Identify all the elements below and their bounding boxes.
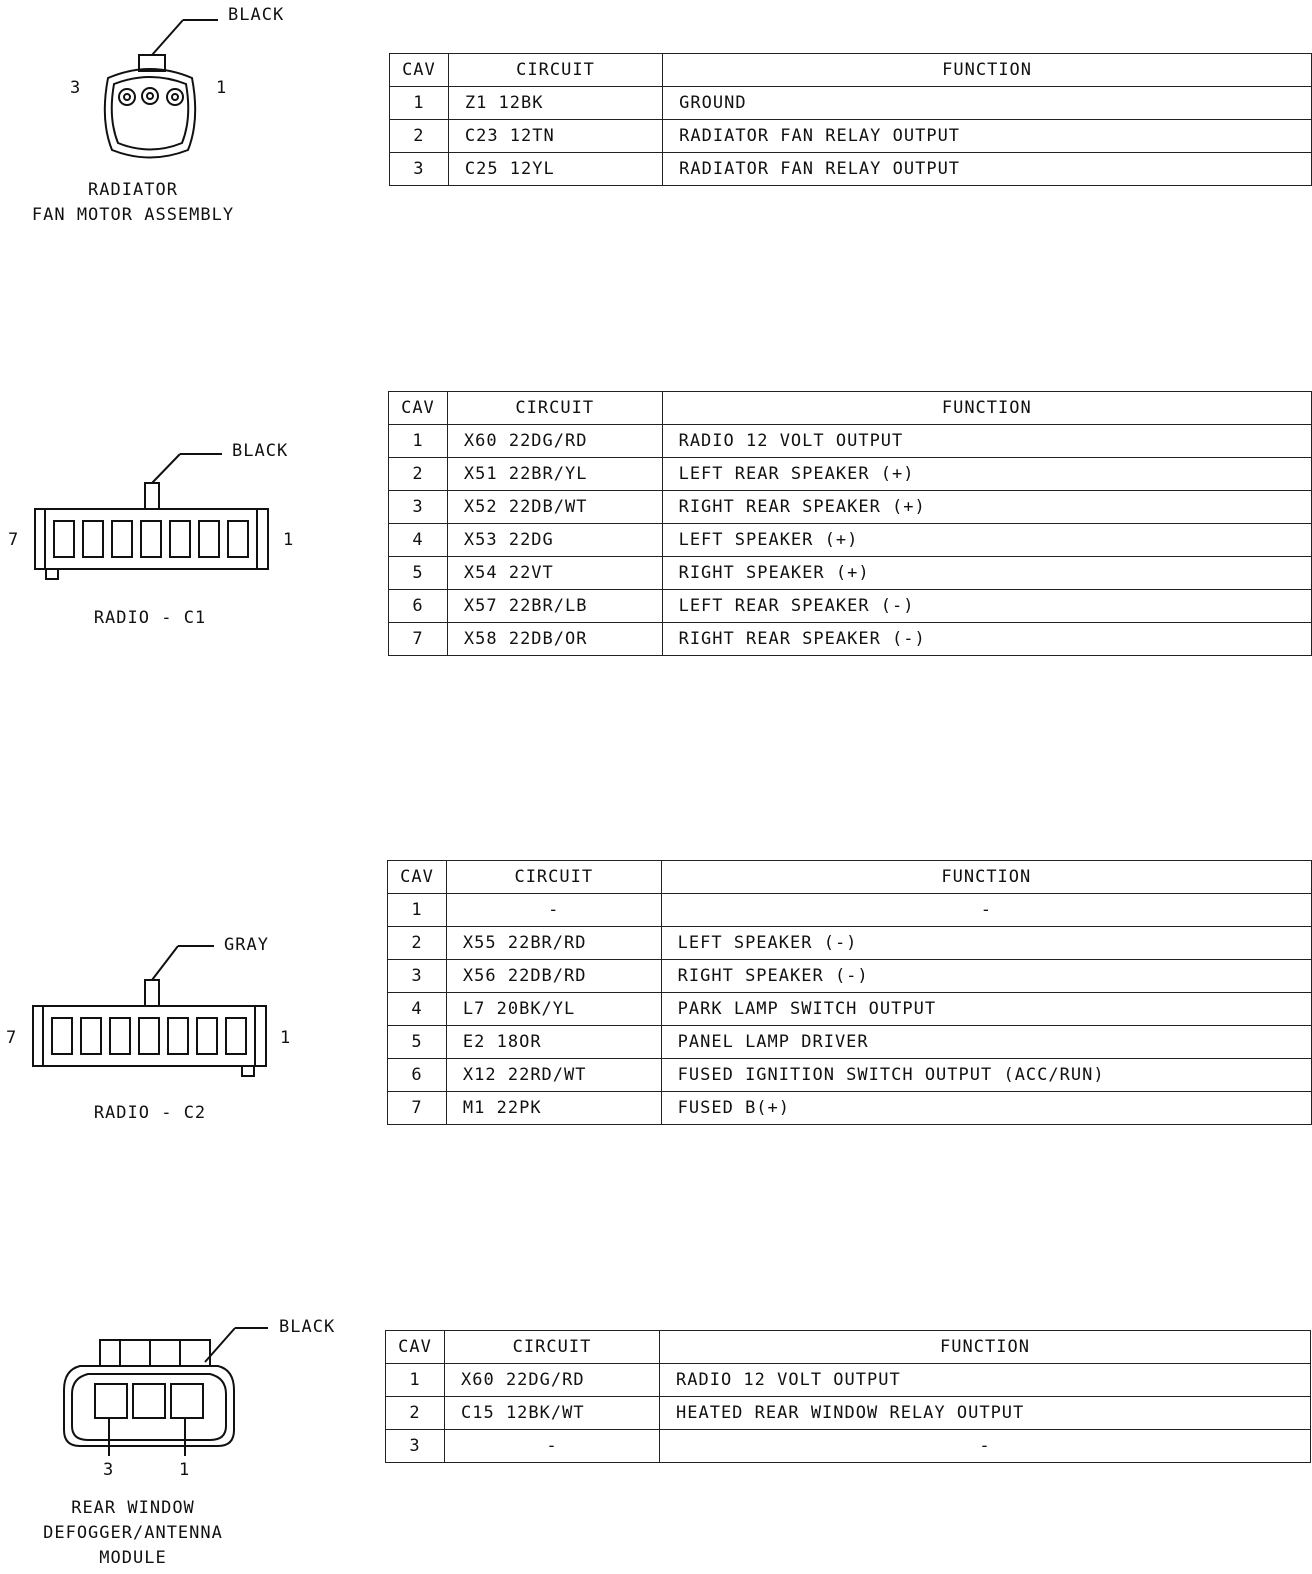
table-header-row bbox=[386, 1331, 1311, 1364]
cell-circuit: X53 22DG bbox=[447, 524, 662, 557]
table-row bbox=[389, 491, 1312, 524]
cell-cav: 2 bbox=[389, 458, 448, 491]
radio-c2-connector-icon bbox=[33, 946, 266, 1076]
cell-function: FUSED B(+) bbox=[661, 1092, 1311, 1125]
cell-function: RIGHT SPEAKER (-) bbox=[661, 960, 1311, 993]
cell-circuit: Z1 12BK bbox=[448, 87, 662, 120]
pin-number-left: 7 bbox=[8, 530, 19, 550]
cell-cav: 3 bbox=[390, 153, 449, 186]
cell-function: LEFT REAR SPEAKER (-) bbox=[662, 590, 1311, 623]
connector-color-label: BLACK bbox=[228, 5, 285, 25]
cell-circuit: C15 12BK/WT bbox=[445, 1397, 660, 1430]
cell-function: PANEL LAMP DRIVER bbox=[661, 1026, 1311, 1059]
cell-function: FUSED IGNITION SWITCH OUTPUT (ACC/RUN) bbox=[661, 1059, 1311, 1092]
table-row bbox=[388, 894, 1312, 927]
pinout-table-radio-c2 bbox=[387, 860, 1312, 1125]
pinout-table-rear-window bbox=[385, 1330, 1311, 1463]
cell-function: RIGHT SPEAKER (+) bbox=[662, 557, 1311, 590]
table-row bbox=[386, 1430, 1311, 1463]
connector-caption: RADIATOR FAN MOTOR ASSEMBLY bbox=[31, 180, 235, 225]
table-row bbox=[390, 120, 1312, 153]
header-cav: CAV bbox=[386, 1331, 445, 1364]
cell-circuit: X54 22VT bbox=[447, 557, 662, 590]
cell-function: RADIATOR FAN RELAY OUTPUT bbox=[663, 120, 1312, 153]
cell-circuit: - bbox=[446, 894, 661, 927]
cell-cav: 5 bbox=[388, 1026, 447, 1059]
table-row bbox=[388, 1026, 1312, 1059]
header-circuit: CIRCUIT bbox=[448, 54, 662, 87]
cell-circuit: X58 22DB/OR bbox=[447, 623, 662, 656]
pin-number-left: 3 bbox=[103, 1460, 114, 1480]
table-row bbox=[388, 993, 1312, 1026]
connector-color-label: BLACK bbox=[232, 441, 289, 461]
radiator-fan-connector-icon bbox=[105, 20, 218, 158]
header-circuit: CIRCUIT bbox=[447, 392, 662, 425]
cell-circuit: M1 22PK bbox=[446, 1092, 661, 1125]
table-row bbox=[386, 1397, 1311, 1430]
cell-function: LEFT REAR SPEAKER (+) bbox=[662, 458, 1311, 491]
cell-cav: 7 bbox=[388, 1092, 447, 1125]
header-circuit: CIRCUIT bbox=[446, 861, 661, 894]
cell-cav: 4 bbox=[388, 993, 447, 1026]
cell-function: LEFT SPEAKER (+) bbox=[662, 524, 1311, 557]
header-function: FUNCTION bbox=[661, 861, 1311, 894]
cell-cav: 3 bbox=[389, 491, 448, 524]
cell-function: LEFT SPEAKER (-) bbox=[661, 927, 1311, 960]
cell-function: RIGHT REAR SPEAKER (-) bbox=[662, 623, 1311, 656]
header-function: FUNCTION bbox=[660, 1331, 1311, 1364]
cell-circuit: C25 12YL bbox=[448, 153, 662, 186]
table-row bbox=[388, 927, 1312, 960]
cell-cav: 5 bbox=[389, 557, 448, 590]
cell-circuit: X60 22DG/RD bbox=[447, 425, 662, 458]
cell-cav: 7 bbox=[389, 623, 448, 656]
cell-cav: 1 bbox=[390, 87, 449, 120]
table-row bbox=[389, 425, 1312, 458]
cell-function: RADIO 12 VOLT OUTPUT bbox=[660, 1364, 1311, 1397]
cell-circuit: X56 22DB/RD bbox=[446, 960, 661, 993]
table-row bbox=[389, 557, 1312, 590]
connector-color-label: BLACK bbox=[279, 1317, 336, 1337]
cell-cav: 3 bbox=[388, 960, 447, 993]
cell-circuit: X52 22DB/WT bbox=[447, 491, 662, 524]
pin-number-left: 3 bbox=[70, 78, 81, 98]
table-row bbox=[386, 1364, 1311, 1397]
pin-number-right: 1 bbox=[280, 1028, 291, 1048]
cell-circuit: X55 22BR/RD bbox=[446, 927, 661, 960]
cell-circuit: - bbox=[445, 1430, 660, 1463]
header-cav: CAV bbox=[388, 861, 447, 894]
cell-function: HEATED REAR WINDOW RELAY OUTPUT bbox=[660, 1397, 1311, 1430]
table-row bbox=[389, 458, 1312, 491]
cell-circuit: L7 20BK/YL bbox=[446, 993, 661, 1026]
table-header-row bbox=[388, 861, 1312, 894]
pin-number-right: 1 bbox=[179, 1460, 190, 1480]
header-cav: CAV bbox=[390, 54, 449, 87]
connector-caption: REAR WINDOW DEFOGGER/ANTENNA MODULE bbox=[43, 1498, 223, 1568]
cell-function: RADIATOR FAN RELAY OUTPUT bbox=[663, 153, 1312, 186]
cell-cav: 1 bbox=[388, 894, 447, 927]
pin-number-left: 7 bbox=[6, 1028, 17, 1048]
table-row bbox=[388, 960, 1312, 993]
header-cav: CAV bbox=[389, 392, 448, 425]
cell-cav: 4 bbox=[389, 524, 448, 557]
table-row bbox=[390, 87, 1312, 120]
header-circuit: CIRCUIT bbox=[445, 1331, 660, 1364]
cell-cav: 2 bbox=[388, 927, 447, 960]
connector-caption: RADIO - C1 bbox=[93, 608, 207, 628]
pinout-table-radiator-fan bbox=[389, 53, 1312, 186]
table-header-row bbox=[389, 392, 1312, 425]
cell-circuit: X51 22BR/YL bbox=[447, 458, 662, 491]
cell-circuit: X57 22BR/LB bbox=[447, 590, 662, 623]
cell-circuit: C23 12TN bbox=[448, 120, 662, 153]
table-row bbox=[388, 1059, 1312, 1092]
table-row bbox=[389, 524, 1312, 557]
connector-color-label: GRAY bbox=[224, 935, 269, 955]
table-row bbox=[390, 153, 1312, 186]
cell-function: - bbox=[660, 1430, 1311, 1463]
connector-caption: RADIO - C2 bbox=[93, 1103, 207, 1123]
cell-function: PARK LAMP SWITCH OUTPUT bbox=[661, 993, 1311, 1026]
cell-function: GROUND bbox=[663, 87, 1312, 120]
radio-c1-connector-icon bbox=[35, 454, 268, 579]
table-row bbox=[389, 623, 1312, 656]
cell-circuit: X60 22DG/RD bbox=[445, 1364, 660, 1397]
cell-cav: 6 bbox=[388, 1059, 447, 1092]
header-function: FUNCTION bbox=[663, 54, 1312, 87]
pinout-table-radio-c1 bbox=[388, 391, 1312, 656]
cell-function: - bbox=[661, 894, 1311, 927]
table-header-row bbox=[390, 54, 1312, 87]
table-row bbox=[388, 1092, 1312, 1125]
cell-cav: 6 bbox=[389, 590, 448, 623]
cell-function: RIGHT REAR SPEAKER (+) bbox=[662, 491, 1311, 524]
table-row bbox=[389, 590, 1312, 623]
cell-cav: 2 bbox=[390, 120, 449, 153]
cell-cav: 3 bbox=[386, 1430, 445, 1463]
cell-cav: 2 bbox=[386, 1397, 445, 1430]
cell-function: RADIO 12 VOLT OUTPUT bbox=[662, 425, 1311, 458]
pin-number-right: 1 bbox=[216, 78, 227, 98]
rear-window-connector-icon bbox=[64, 1328, 268, 1456]
cell-circuit: E2 18OR bbox=[446, 1026, 661, 1059]
cell-cav: 1 bbox=[386, 1364, 445, 1397]
cell-cav: 1 bbox=[389, 425, 448, 458]
pin-number-right: 1 bbox=[283, 530, 294, 550]
header-function: FUNCTION bbox=[662, 392, 1311, 425]
cell-circuit: X12 22RD/WT bbox=[446, 1059, 661, 1092]
